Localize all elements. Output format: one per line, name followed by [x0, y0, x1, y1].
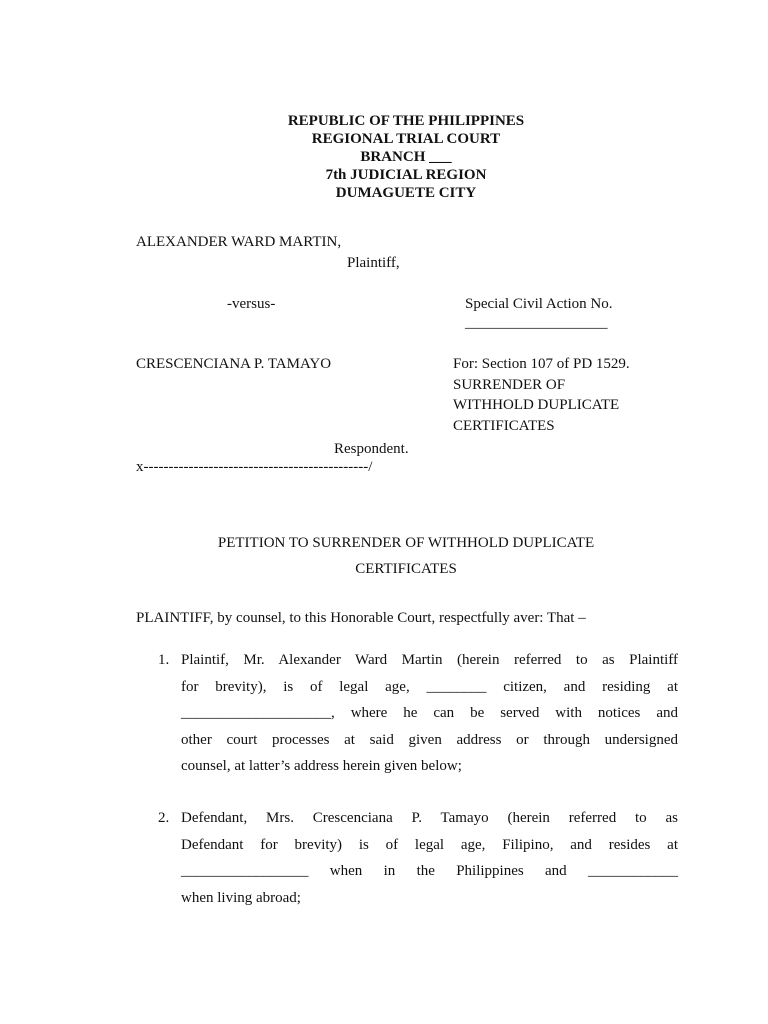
plaintiff-role: Plaintiff, — [347, 255, 400, 271]
for-withhold: WITHHOLD DUPLICATE — [453, 397, 620, 413]
paragraph-2 — [160, 805, 678, 911]
for-surrender: SURRENDER OF — [453, 377, 566, 393]
paragraph-2-line-1: Defendant, Mrs. Crescenciana P. Tamayo (herein referred to as — [181, 810, 678, 826]
header-branch: BRANCH ___ — [360, 149, 452, 165]
paragraph-1-line-4: other court processes at said given address or through undersigned — [181, 731, 678, 748]
respondent-name: CRESCENCIANA P. TAMAYO — [136, 356, 332, 372]
paragraph-2-line-3: _________________ when in the Philippines and ____________ — [181, 863, 678, 879]
header-court: REGIONAL TRIAL COURT — [311, 131, 501, 147]
header-republic: REPUBLIC OF THE PHILIPPINES — [287, 113, 525, 129]
versus-label: -versus- — [227, 296, 276, 312]
petition-title — [0, 530, 768, 582]
paragraph-1-number: 1. — [158, 652, 170, 668]
petition-title-line2: CERTIFICATES — [355, 561, 457, 577]
paragraph-1-line-2: for brevity), is of legal age, ________ citizen, and residing at — [181, 678, 678, 695]
intro-paragraph: PLAINTIFF, by counsel, to this Honorable Court, respectfully aver: That – — [136, 610, 586, 626]
paragraph-1-line-5: counsel, at latter’s address herein given below; — [181, 758, 462, 774]
for-section: For: Section 107 of PD 1529. — [453, 356, 630, 372]
header-city: DUMAGUETE CITY — [335, 185, 477, 201]
petition-title-line1: PETITION TO SURRENDER OF WITHHOLD DUPLICATE — [217, 535, 595, 551]
paragraph-2-number: 2. — [158, 810, 170, 826]
paragraph-2-line-4: when living abroad; — [181, 889, 301, 906]
paragraph-2-line-2: Defendant for brevity) is of legal age, Filipino, and resides at — [181, 836, 678, 853]
header-region: 7th JUDICIAL REGION — [325, 167, 487, 183]
for-certificates: CERTIFICATES — [453, 418, 555, 434]
caption-separator: x---------------------------------------------/ — [136, 459, 373, 475]
case-number-blank: ___________________ — [465, 315, 608, 331]
case-number-label: Special Civil Action No. — [465, 296, 613, 312]
paragraph-1 — [160, 647, 678, 780]
court-header — [0, 112, 768, 202]
paragraph-1-line-3: ____________________, where he can be served with notices and — [181, 705, 678, 721]
plaintiff-name: ALEXANDER WARD MARTIN, — [136, 234, 342, 250]
respondent-role: Respondent. — [334, 441, 409, 457]
paragraph-1-line-1: Plaintif, Mr. Alexander Ward Martin (herein referred to as Plaintiff — [181, 652, 678, 668]
